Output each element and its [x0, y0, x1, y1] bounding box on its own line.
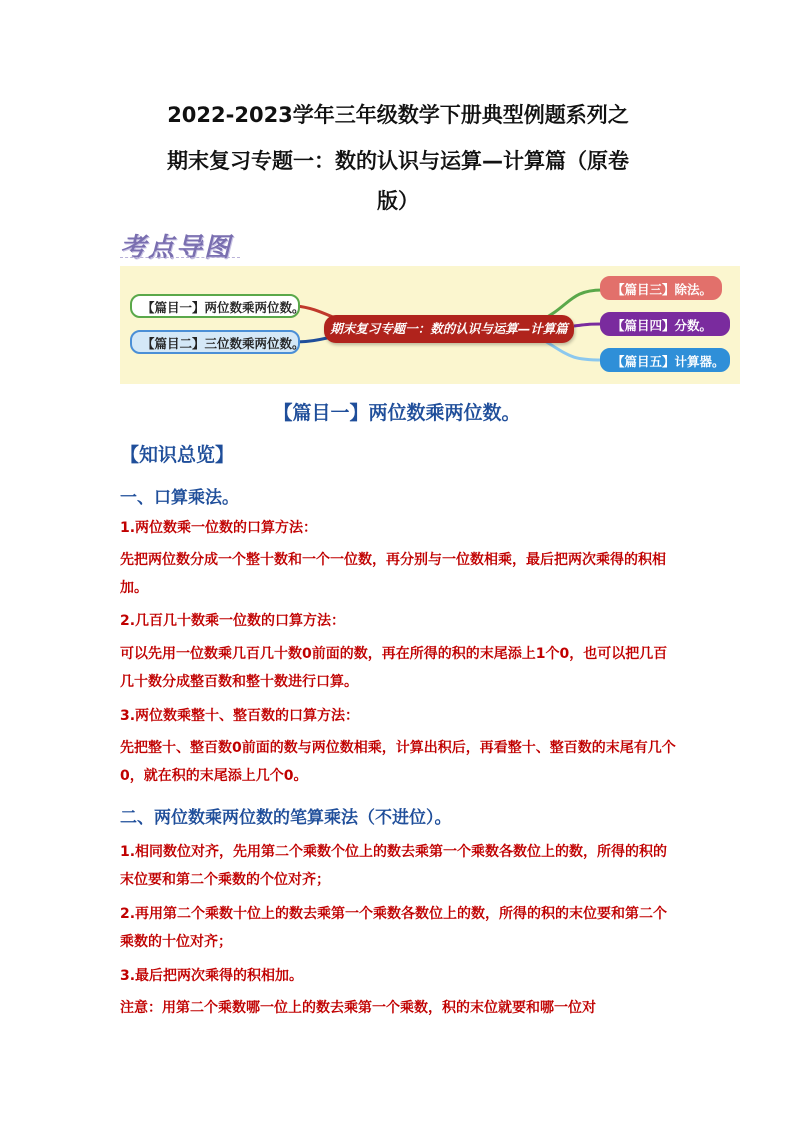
item-3-text: 先把整十、整百数0前面的数与两位数相乘，计算出积后，再看整十、整百数的末尾有几个0，就在积的末尾添上几个0。	[120, 740, 676, 784]
item-2-title: 2.几百几十数乘一位数的口算方法：	[120, 613, 346, 629]
step-1: 1.相同数位对齐，先用第二个乘数个位上的数去乘第一个乘数各数位上的数，所得的积的末位要和第二个乘数的个位对齐；	[120, 844, 668, 888]
item-1-title: 1.两位数乘一位数的口算方法：	[120, 520, 318, 536]
mind-map	[120, 266, 740, 384]
mind-map-node-2: 【篇目二】三位数乘两位数。	[130, 330, 300, 354]
document-title-line-3: 版）	[377, 189, 419, 213]
mind-map-node-4: 【篇目四】分数。	[600, 312, 730, 336]
document-title-line-2: 期末复习专题一：数的认识与运算—计算篇（原卷	[167, 149, 629, 173]
topic-map-banner: 考点导图	[120, 233, 233, 263]
subsection-1-heading: 一、口算乘法。	[120, 488, 239, 508]
note: 注意：用第二个乘数哪一位上的数去乘第一个乘数，积的末位就要和哪一位对	[120, 1000, 596, 1016]
document-title-line-1: 2022-2023学年三年级数学下册典型例题系列之	[167, 103, 629, 127]
item-1-text: 先把两位数分成一个整十数和一个一位数，再分别与一位数相乘，最后把两次乘得的积相加。	[120, 552, 666, 596]
item-3-title: 3.两位数乘整十、整百数的口算方法：	[120, 708, 360, 724]
section-heading: 【篇目一】两位数乘两位数。	[273, 402, 521, 424]
step-3: 3.最后把两次乘得的积相加。	[120, 968, 304, 984]
mind-map-node-3: 【篇目三】除法。	[600, 276, 722, 300]
subsection-2-heading: 二、两位数乘两位数的笔算乘法（不进位）。	[120, 808, 452, 828]
step-2: 2.再用第二个乘数十位上的数去乘第一个乘数各数位上的数，所得的积的末位要和第二个乘数的十位对齐；	[120, 906, 668, 950]
mind-map-node-5: 【篇目五】计算器。	[600, 348, 730, 372]
mind-map-center: 期末复习专题一：数的认识与运算—计算篇	[324, 315, 574, 343]
overview-heading: 【知识总览】	[120, 444, 235, 466]
banner-underline	[120, 257, 240, 258]
item-2-text: 可以先用一位数乘几百几十数0前面的数，再在所得的积的末尾添上1个0，也可以把几百几十数分成整百数和整十数进行口算。	[120, 646, 668, 690]
mind-map-node-1: 【篇目一】两位数乘两位数。	[130, 294, 300, 318]
